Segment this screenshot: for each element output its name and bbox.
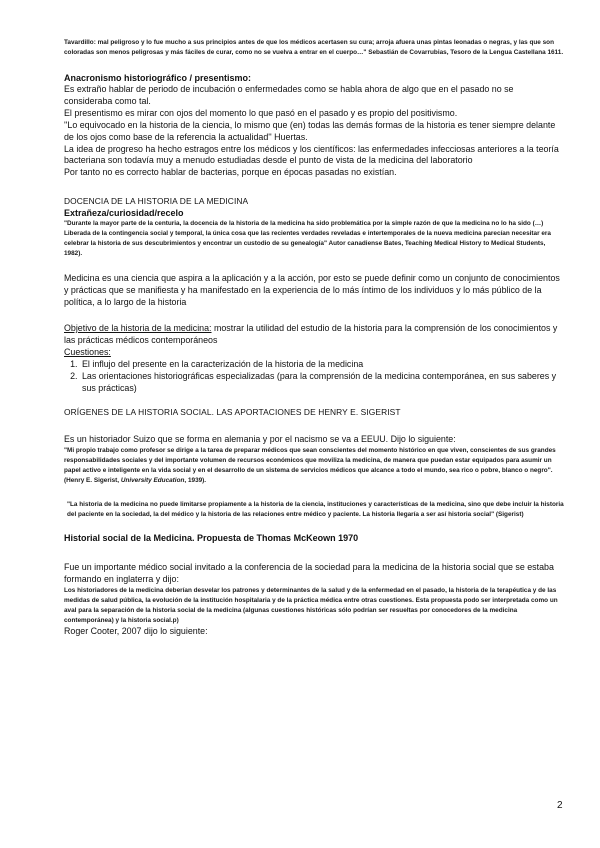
paragraph: Es un historiador Suizo que se forma en alemania y por el nacismo se va a EEUU. Dijo lo siguiente: <box>64 434 456 445</box>
quote-text: "Mi propio trabajo como profesor se dirige a la tarea de preparar médicos que sean conscientes del momento histórico en que viven, conscientes de sus grandes responsabilidades sociales y del importante volumen de recursos económicos que moviliza la medicina, de manera que puedan estar equipados para asumir un papel activo e inteligente en la vida social y en el desarrollo de un sistema de servicios médicos que alcance a todo el mundo, sea rico o pobre, blanco o negro". (Henry E. Sigerist, <box>64 447 556 485</box>
quote-source: University Education <box>120 477 185 485</box>
section-heading-mckeown: Historial social de la Medicina. Propuesta de Thomas McKeown 1970 <box>64 533 359 544</box>
paragraph: El presentismo es mirar con ojos del momento lo que pasó en el pasado y es propio del positivismo. <box>64 107 458 118</box>
mckeown-quote: Los historiadores de la medicina deberían desvelar los patrones y determinantes de la salud y de la enfermedad en el pasado, la historia de la terapéutica y de las medidas de salud pública, la evolución de la institución hospitalaria y de la práctica médica entre otras cuestiones. Esta propuesta podo ser interpretada como un aval para la separación de la historia social de la medicina (algunas cuestiones históricas sólo podrían ser resueltas por conocedores de la medicina contemporánea) y la historia social.p) <box>64 587 558 625</box>
document-page <box>64 38 564 638</box>
questions-list <box>64 359 564 395</box>
quote-end: , 1939). <box>184 477 207 485</box>
paragraph: Es extraño hablar de periodo de incubación o enfermedades como se habla ahora de algo que en el pasado no se consideraba como tal. <box>64 84 514 106</box>
huertas-quote: ''Lo equivocado en la historia de la ciencia, lo mismo que (en) todas las demás formas de la historia es tener siempre delante de los ojos como base de la referencia la actualidad'' Huertas. <box>64 119 556 142</box>
section-title-docencia: DOCENCIA DE LA HISTORIA DE LA MEDICINA <box>64 196 249 207</box>
paragraph: La idea de progreso ha hecho estragos entre los médicos y los científicos: las enfermedades infecciosas anteriores a la teoría bacteriana son todavía muy a menudo estudiadas desde el punto de vista de la medicina del laboratorio <box>64 143 559 166</box>
section-title-origenes: ORÍGENES DE LA HISTORIA SOCIAL. LAS APORTACIONES DE HENRY E. SIGERIST <box>64 407 401 418</box>
paragraph: Por tanto no es correcto hablar de bacterias, porque en épocas pasadas no existían. <box>64 167 397 178</box>
list-item: 1. El influjo del presente en la caracterización de la historia de la medicina <box>80 359 564 371</box>
paragraph: Fue un importante médico social invitado a la conferencia de la sociedad para la medicina de la historia social que se estaba formando en inglaterra y dijo: <box>64 562 554 585</box>
objective-text: mostrar la utilidad del estudio de la historia para la comprensión de los conocimientos y las prácticas médicos contemporáneos <box>64 322 558 345</box>
objective-paragraph <box>64 323 564 347</box>
section-heading-anacronismo: Anacronismo historiográfico / presentismo: <box>64 73 252 83</box>
sigerist-quote-2: "La historia de la medicina no puede limitarse propiamente a la historia de la ciencia, instituciones y características de la medicina, sino que debe incluir la historia del paciente en la sociedad, la del médico y la historia de las relaciones entre médico y paciente. La historia llegaría a ser así historia social" (Sigerist) <box>67 501 564 519</box>
bates-quote: "Durante la mayor parte de la centuria, la docencia de la historia de la medicina ha sido problemática por la simple razón de que la medicina no lo ha sido (…) Liberada de la contingencia social y temporal, la única cosa que las recientes verdades reveladas e intertemporales de la nueva medicina parecían necesitar era celebrar la historia de sus descubrimientos y encontrar un custodio de su genealogía" Autor canadiense Bates, Teaching Medical History to Medical Students, 1982). <box>64 220 551 258</box>
intro-quote: Tavardillo: mal peligroso y lo fue mucho a sus principios antes de que los médicos acertasen su cura; arroja afuera unas pintas leonadas o negras, y las que son coloradas son menos peligrosas y más fáciles de curar, como no se vuelva a entrar en el cuerpo…" Sebastián de Covarrubias, Tesoro de la Lengua Castellana 1611. <box>64 39 564 56</box>
sigerist-quote <box>64 446 564 486</box>
paragraph: Roger Cooter, 2007 dijo lo siguiente: <box>64 626 208 637</box>
objective-label: Objetivo de la historia de la medicina: <box>64 322 212 333</box>
questions-label: Cuestiones: <box>64 346 111 357</box>
page-number: 2 <box>557 800 563 811</box>
paragraph: Medicina es una ciencia que aspira a la aplicación y a la acción, por esto se puede definir como un conjunto de conocimientos y prácticas que se manifiesta y ha manifestado en la experiencia de lo más íntimo de los individuos y lo más público de la política, a lo largo de la historia <box>64 273 560 308</box>
list-item: 2. Las orientaciones historiográficas especializadas (para la comprensión de la medicina contemporánea, en sus saberes y sus prácticas) <box>80 371 564 395</box>
section-subtitle: Extrañeza/curiosidad/recelo <box>64 208 184 219</box>
